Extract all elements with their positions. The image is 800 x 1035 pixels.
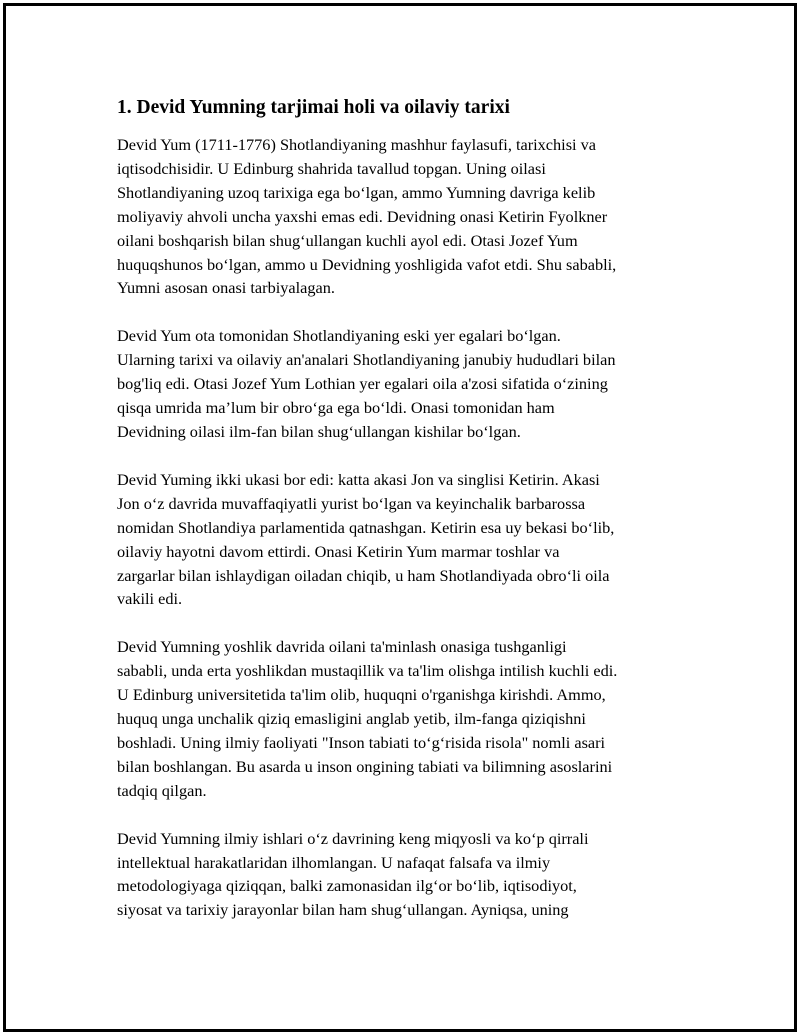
- paragraph: [117, 133, 697, 300]
- text-line: moliyaviy ahvoli uncha yaxshi emas edi. Devidning onasi Ketirin Fyolkner: [117, 206, 608, 226]
- text-line: bog'liq edi. Otasi Jozef Yum Lothian yer egalari oila a'zosi sifatida o‘zining: [117, 374, 608, 394]
- text-line: Jon o‘z davrida muvaffaqiyatli yurist bo‘lgan va keyinchalik barbarossa: [117, 493, 586, 513]
- text-line: Devid Yum (1711-1776) Shotlandiyaning mashhur faylasufi, tarixchisi va: [117, 135, 596, 154]
- document-body: [117, 95, 697, 946]
- text-line: metodologiyaga qiziqqan, balki zamonasidan ilg‘or bo‘lib, iqtisodiyot,: [117, 876, 577, 896]
- text-line: qisqa umrida ma’lum bir obro‘ga ega bo‘ldi. Onasi tomonidan ham: [117, 398, 555, 418]
- text-line: nomidan Shotlandiya parlamentida qatnashgan. Ketirin esa uy bekasi bo‘lib,: [117, 517, 615, 537]
- paragraph: [117, 468, 697, 611]
- paragraph: [117, 324, 697, 444]
- text-line: huquq unga unchalik qiziq emasligini anglab yetib, ilm-fanga qiziqishni: [117, 709, 586, 729]
- text-line: U Edinburg universitetida ta'lim olib, huquqni o'rganishga kirishdi. Ammo,: [117, 685, 606, 705]
- text-line: intellektual harakatlaridan ilhomlangan. U nafaqat falsafa va ilmiy: [117, 852, 551, 872]
- text-line: oilaviy hayotni davom ettirdi. Onasi Ketirin Yum marmar toshlar va: [117, 541, 560, 561]
- text-line: iqtisodchisidir. U Edinburg shahrida tavallud topgan. Uning oilasi: [117, 158, 546, 178]
- text-line: Yumni asosan onasi tarbiyalagan.: [117, 278, 335, 298]
- text-line: siyosat va tarixiy jarayonlar bilan ham shug‘ullangan. Ayniqsa, uning: [117, 900, 569, 920]
- paragraph: [117, 827, 697, 923]
- text-line: sababli, unda erta yoshlikdan mustaqillik va ta'lim olishga intilish kuchli edi.: [117, 661, 618, 681]
- text-line: Devidning oilasi ilm-fan bilan shug‘ullangan kishilar bo‘lgan.: [117, 421, 521, 441]
- text-line: oilani boshqarish bilan shug‘ullangan kuchli ayol edi. Otasi Jozef Yum: [117, 230, 578, 250]
- section-heading: 1. Devid Yumning tarjimai holi va oilaviy tarixi: [117, 97, 510, 118]
- text-line: Devid Yum ota tomonidan Shotlandiyaning eski yer egalari bo‘lgan.: [117, 326, 561, 346]
- paragraph: [117, 635, 697, 802]
- text-line: huquqshunos bo‘lgan, ammo u Devidning yoshligida vafot etdi. Shu sababli,: [117, 254, 617, 274]
- text-line: bilan boshlangan. Bu asarda u inson ongining tabiati va bilimning asoslarini: [117, 756, 613, 776]
- text-line: Shotlandiyaning uzoq tarixiga ega bo‘lgan, ammo Yumning davriga kelib: [117, 182, 596, 202]
- text-line: boshladi. Uning ilmiy faoliyati "Inson tabiati to‘g‘risida risola" nomli asari: [117, 732, 606, 752]
- text-line: zargarlar bilan ishlaydigan oiladan chiqib, u ham Shotlandiyada obro‘li oila: [117, 565, 610, 585]
- text-line: tadqiq qilgan.: [117, 780, 207, 800]
- paragraphs-container: [117, 133, 697, 922]
- text-line: Devid Yuming ikki ukasi bor edi: katta akasi Jon va singlisi Ketirin. Akasi: [117, 469, 600, 489]
- text-line: Ularning tarixi va oilaviy an'analari Shotlandiyaning janubiy hududlari bilan: [117, 350, 616, 370]
- text-line: Devid Yumning ilmiy ishlari o‘z davrining keng miqyosli va ko‘p qirrali: [117, 828, 589, 848]
- text-line: vakili edi.: [117, 589, 183, 609]
- text-line: Devid Yumning yoshlik davrida oilani ta'minlash onasiga tushganligi: [117, 637, 567, 657]
